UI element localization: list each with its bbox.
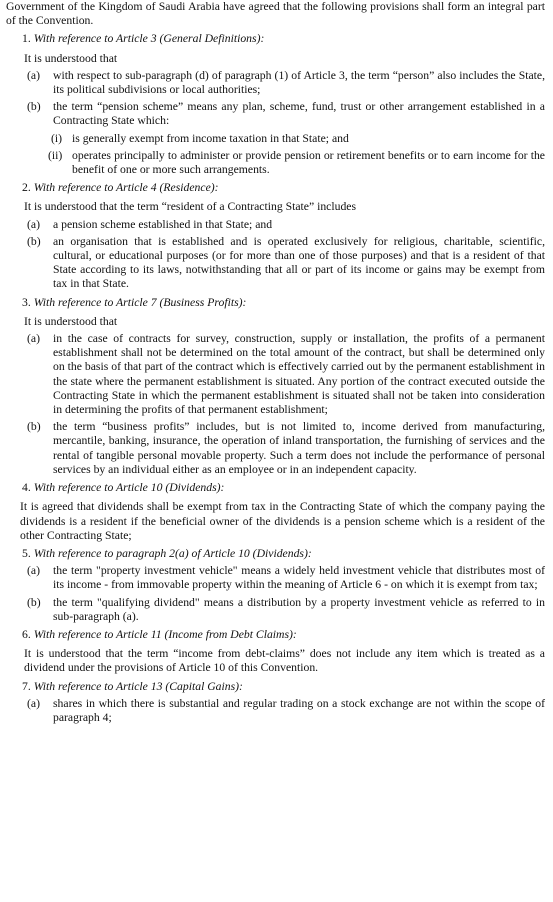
section-heading-2: 2. With reference to Article 4 (Residence): <box>22 181 219 195</box>
list-item: (b) an organisation that is established and is operated exclusively for religious, charitable, scientific, cultural, or educational purposes (or for more than one of those purposes) and that is a resident of that State according to its laws, notwithstanding that all or part of its income or gains may be exempt from tax in that State. <box>27 234 545 291</box>
section-lead-3: It is understood that <box>24 314 118 328</box>
list-item: (a) shares in which there is substantial and regular trading on a stock exchange are not within the scope of paragraph 4; <box>27 696 545 724</box>
section-lead-1: It is understood that <box>24 51 118 65</box>
section-heading-1: 1. With reference to Article 3 (General Definitions): <box>22 32 265 46</box>
list-item: (a) the term "property investment vehicle" means a widely held investment vehicle that distributes most of its income - from immovable property within the meaning of Article 6 - on which it is exempt from tax; <box>27 564 545 592</box>
intro-paragraph: Government of the Kingdom of Saudi Arabia have agreed that the following provisions shall form an integral part of the Convention. <box>6 0 545 28</box>
list-item: (a) in the case of contracts for survey, construction, supply or installation, the profits of a permanent establishment shall not be determined on the total amount of the contract, but shall be determined only on the basis of that part of the contract which is effectively carried out by the permanent establishment in the state where the permanent establishment is situated. Any portion of the contract executed outside the Contracting State in which the permanent establishment is situated shall not be taken into consideration in determining the profits of that permanent establishment; <box>27 332 545 417</box>
list-item: (a) with respect to sub-paragraph (d) of paragraph (1) of Article 3, the term “person” also includes the State, its political subdivisions or local authorities; <box>27 68 545 97</box>
list-item: (b) the term "qualifying dividend" means a distribution by a property investment vehicle as referred to in sub-paragraph (a). <box>27 595 545 623</box>
section-heading-7: 7. With reference to Article 13 (Capital Gains): <box>22 679 243 693</box>
sub-list-item: (i) is generally exempt from income taxation in that State; and <box>51 131 349 145</box>
list-item: (a) a pension scheme established in that State; and <box>27 217 273 231</box>
section-heading-6: 6. With reference to Article 11 (Income from Debt Claims): <box>22 627 297 641</box>
section-lead-2: It is understood that the term “resident of a Contracting State” includes <box>24 200 357 214</box>
section-heading-4: 4. With reference to Article 10 (Dividends): <box>22 481 225 495</box>
section-lead-6: It is understood that the term “income from debt-claims” does not include any item which is treated as a dividend under the provisions of Article 10 of this Convention. <box>24 647 545 675</box>
list-item: (b) the term “business profits” includes, but is not limited to, income derived from manufacturing, mercantile, banking, insurance, the operation of inland transportation, the furnishing of services and the rental of tangible personal movable property. Such a term does not include the performance of personal services by an individual either as an employee or in an independent capacity. <box>27 420 545 476</box>
section-heading-3: 3. With reference to Article 7 (Business Profits): <box>22 295 247 309</box>
list-item: (b) the term “pension scheme” means any plan, scheme, fund, trust or other arrangement established in a Contracting State which: <box>27 100 545 128</box>
section-heading-5: 5. With reference to paragraph 2(a) of Article 10 (Dividends): <box>22 546 312 560</box>
sub-list-item: (ii) operates principally to administer or provide pension or retirement benefits or to earn income for the benefit of one or more such arrangements. <box>48 148 545 177</box>
section-lead-4: It is agreed that dividends shall be exempt from tax in the Contracting State of which the company paying the dividends is a resident if the beneficial owner of the dividends is a pension scheme which is a resident of the other Contracting State; <box>20 500 545 542</box>
